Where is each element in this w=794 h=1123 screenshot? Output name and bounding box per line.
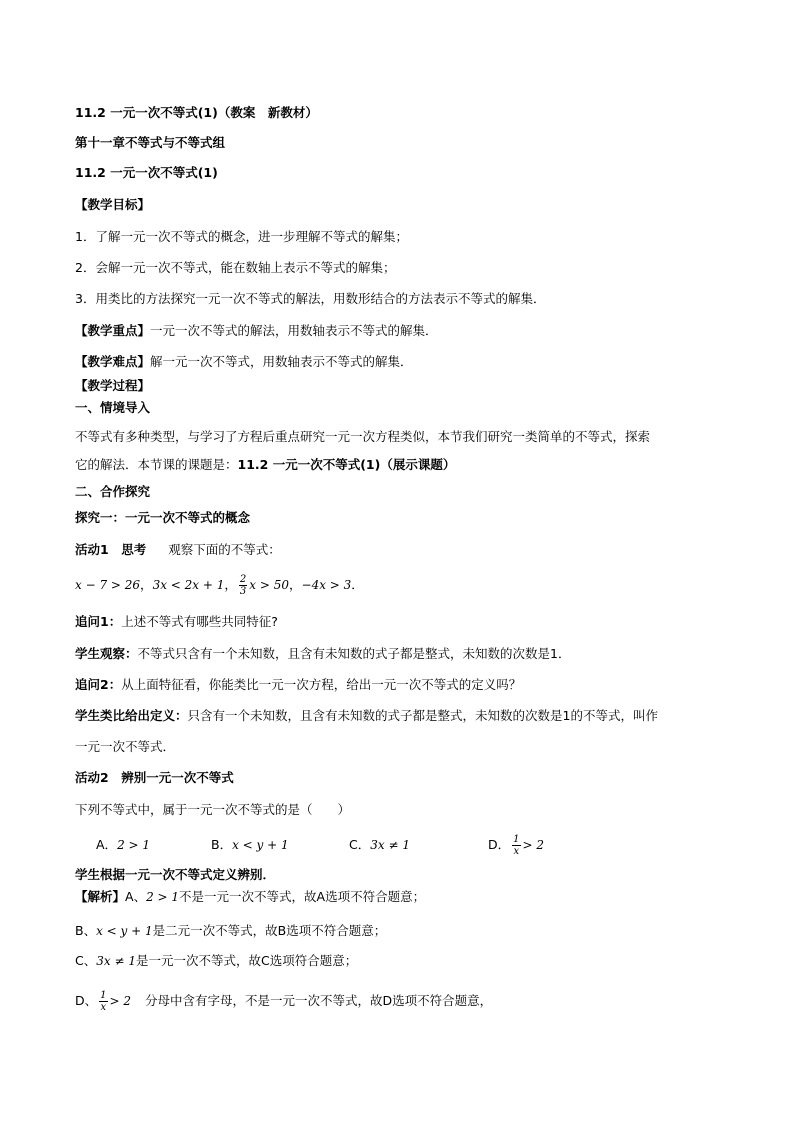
difficult-point: [75, 353, 413, 371]
analysis-text: 分母中含有字母，不是一元一次不等式，故D选项不符合题意，: [145, 993, 493, 1008]
inequalities-line: [75, 570, 364, 600]
goals-header: 【教学目标】: [75, 197, 151, 212]
analysis-a: [75, 888, 425, 906]
q2-label: 追问2：: [75, 677, 122, 692]
analysis-prefix: B、: [75, 923, 97, 938]
part2-title: 二、合作探究: [75, 484, 151, 499]
part1-title: 一、情境导入: [75, 400, 151, 415]
activity2-title: 活动2 辨别一元一次不等式: [75, 770, 234, 785]
separator: ，: [224, 577, 237, 592]
separator: ，: [289, 577, 302, 592]
fraction-numerator: 1: [100, 990, 107, 1001]
period: ．: [351, 577, 364, 592]
inequality-1: x − 7 > 26: [75, 578, 141, 592]
section-title: 11.2 一元一次不等式(1): [75, 165, 218, 180]
option-c: [349, 836, 410, 854]
lesson-topic: 11.2 一元一次不等式(1)（展示课题）: [237, 457, 456, 472]
goal-item: 2．会解一元一次不等式，能在数轴上表示不等式的解集；: [75, 260, 396, 275]
inequality-3: x > 50: [249, 578, 289, 592]
fraction-denominator: 3: [239, 586, 247, 597]
fraction-one-over-x: [99, 990, 107, 1013]
definition-continued: 一元一次不等式．: [75, 739, 176, 754]
analysis-expression: 2 > 1: [146, 890, 180, 904]
analysis-b: [75, 922, 386, 940]
difficult-point-label: 【教学难点】: [75, 354, 151, 369]
option-a: [96, 836, 150, 854]
option-expression: 3x ≠ 1: [370, 838, 410, 852]
fraction-one-over-x: [512, 834, 520, 857]
analysis-d: [75, 983, 492, 1019]
activity1: [75, 541, 281, 559]
question-text: 下列不等式中，属于一元一次不等式的是（ ）: [75, 802, 351, 817]
inequality-2: 3x < 2x + 1: [152, 578, 225, 592]
option-label: B．: [211, 837, 233, 852]
observation-text: 不等式只含有一个未知数，且含有未知数的式子都是整式，未知数的次数是1．: [137, 646, 571, 661]
follow-up-question-1: [75, 613, 278, 631]
student-observation: [75, 645, 570, 663]
identify-text: 学生根据一元一次不等式定义辨别．: [75, 867, 276, 882]
activity1-text: 观察下面的不等式：: [168, 542, 281, 557]
definition: [75, 707, 658, 725]
fraction-denominator: x: [100, 1002, 107, 1013]
goal-item: 3．用类比的方法探究一元一次不等式的解法，用数形结合的方法表示不等式的解集．: [75, 291, 546, 306]
definition-text: 只含有一个未知数，且含有未知数的式子都是整式，未知数的次数是1的不等式，叫作: [187, 708, 658, 723]
analysis-prefix: D、: [75, 993, 98, 1008]
goal-item: 1．了解一元一次不等式的概念，进一步理解不等式的解集；: [75, 229, 408, 244]
activity1-label: 活动1 思考: [75, 542, 147, 557]
part1-text: 它的解法．本节课的课题是：: [75, 457, 238, 472]
option-label: A．: [96, 837, 118, 852]
doc-title: 11.2 一元一次不等式(1)（教案 新教材）: [75, 105, 318, 120]
process-header: 【教学过程】: [75, 378, 151, 393]
analysis-expression: > 2: [109, 994, 132, 1008]
key-point: [75, 322, 438, 340]
analysis-c: [75, 952, 357, 970]
key-point-label: 【教学重点】: [75, 323, 151, 338]
option-expression: x < y + 1: [232, 838, 289, 852]
q2-text: 从上面特征看，你能类比一元一次方程，给出一元一次不等式的定义吗？: [121, 677, 522, 692]
q1-text: 上述不等式有哪些共同特征?: [121, 614, 278, 629]
part1-paragraph-line: [75, 456, 455, 474]
analysis-text: 不是一元一次不等式，故A选项不符合题意；: [179, 889, 426, 904]
option-d: [488, 831, 544, 859]
fraction-numerator: 2: [239, 574, 247, 585]
q1-label: 追问1：: [75, 614, 122, 629]
option-b: [211, 836, 289, 854]
definition-label: 学生类比给出定义：: [75, 708, 188, 723]
analysis-expression: 3x ≠ 1: [96, 954, 136, 968]
fraction-numerator: 1: [513, 834, 520, 845]
difficult-point-text: 解一元一次不等式，用数轴表示不等式的解集．: [150, 354, 413, 369]
analysis-text: 是一元一次不等式，故C选项符合题意；: [135, 953, 358, 968]
option-label: C．: [349, 837, 371, 852]
analysis-expression: x < y + 1: [96, 924, 153, 938]
analysis-label: 【解析】: [75, 889, 126, 904]
chapter-title: 第十一章不等式与不等式组: [75, 135, 226, 150]
option-expression: > 2: [522, 838, 545, 852]
analysis-text: 是二元一次不等式，故B选项不符合题意；: [152, 923, 387, 938]
analysis-prefix: A、: [125, 889, 147, 904]
follow-up-question-2: [75, 676, 521, 694]
option-label: D．: [488, 837, 511, 852]
fraction-denominator: x: [513, 846, 520, 857]
option-expression: 2 > 1: [117, 838, 151, 852]
analysis-prefix: C、: [75, 953, 97, 968]
part1-paragraph-line: 不等式有多种类型，与学习了方程后重点研究一元一次方程类似，本节我们研究一类简单的不等式，探索: [75, 429, 651, 444]
key-point-text: 一元一次不等式的解法，用数轴表示不等式的解集．: [150, 323, 438, 338]
separator: ，: [140, 577, 153, 592]
explore1-title: 探究一：一元一次不等式的概念: [75, 510, 251, 525]
fraction-two-thirds: [239, 574, 247, 597]
inequality-4: −4x > 3: [301, 578, 352, 592]
observation-label: 学生观察：: [75, 646, 138, 661]
